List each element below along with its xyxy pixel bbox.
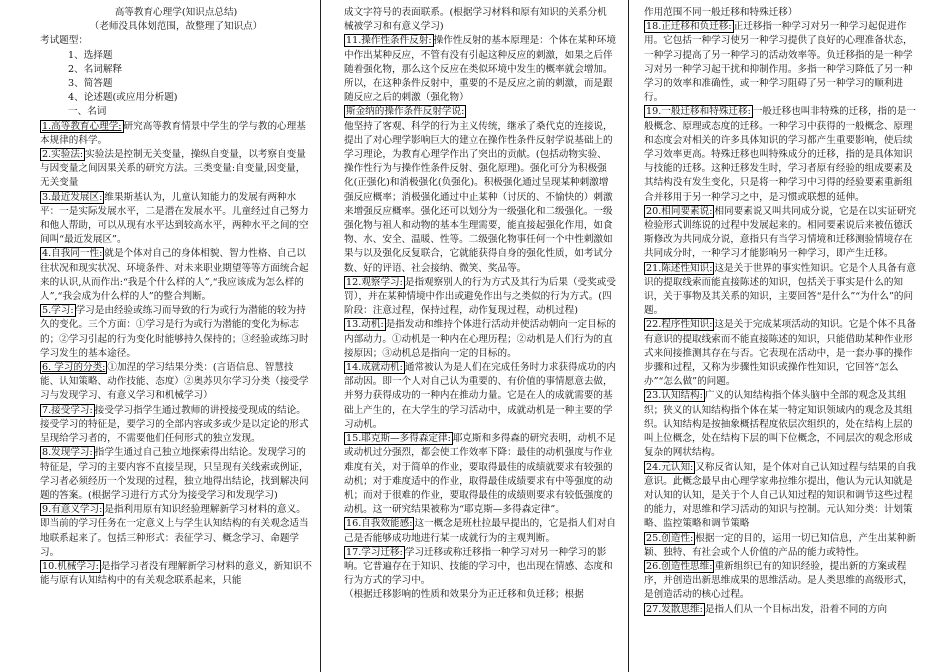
term-label: 9.有意义学习: — [42, 504, 103, 516]
term-label: 18.正迁移和负迁移: — [646, 21, 732, 33]
term-definition: 重新组织已有的知识经验，提出新的方案或程序，并创造出新思维成果的思维活动。是人类思维的高级形式，是创造活动的核心过程。 — [644, 560, 913, 601]
term-definition: 一般迁移也叫非特殊的迁移，指的是一般概念、原理或态度的迁移。一种学习中获得的一般概念、原理和态度会对相关的许多具体知识的学习都产生重要影响，使后续学习效率更高。特殊迁移也叫特殊成分的迁移，指的是具体知识与技能的迁移。这种迁移发生时，学习者原有经验的组成要素及其结构没有发生变化，只是将一种学习中习得的经验要素重新组合并移用于另一种学习之中，是习惯或联想的延伸。 — [644, 106, 916, 203]
term-definition: 广义的认知结构指个体头脑中全部的观念及其组织；狭义的认知结构指个体在某一特定知识领域内的观念及其组织。认知结构是按抽象概括程度依层次组织的，处在结构上层的叫上位概念，处在结构下层的叫下位概念，不同层次的观念形成复杂的网状结构。 — [644, 390, 913, 459]
term-label: 13.动机: — [346, 319, 384, 331]
term-label: 7.接受学习: — [42, 404, 93, 416]
term-entry — [40, 361, 312, 404]
term-definition: 操作性反射的基本原理是：个体在某种环境中作出某种反应，不管有没有引起这种反应的刺激，如果之后伴随着强化物，那么这个反应在类似环境中发生的概率就会增加。所以，在这种条件反射中，重要的不是反应之前的刺激，而是跟随反应之后的刺激（强化物） — [344, 35, 616, 104]
term-definition: 这是关于世界的事实性知识。它是个人具备有意识的提取线索而能直接陈述的知识，包括关于事实是什么的知识，关于事物及其关系的知识，主要回答“是什么”“为什么”的问题。 — [644, 262, 916, 317]
term-definition: 是指人们从一个目标出发，沿着不同的方向 — [704, 603, 888, 615]
term-definition: 正迁移指一种学习对另一种学习起促进作用。它包括一种学习使另一种学习提供了良好的心理准备状态，一种学习提高了另一种学习的活动效率等。负迁移指的是一种学习对另一种学习起干扰和抑制作用。多指一种学习降低了另一种学习的效率和准确性，或一种学习阻碍了另一种学习的顺利进行。 — [644, 21, 913, 104]
term-entry — [344, 34, 616, 105]
term-definition: 是指学习者没有理解新学习材料的意义，新知识不能与原有认知结构中的有关观念联系起来，只能 — [40, 560, 312, 587]
term-definition: 相同要素说又叫共同成分说，它是在以实证研究检验形式训练说的过程中发展起来的。相同要素说后来被伍德沃斯修改为共同成分说，意指只有当学习情境和迁移测验情境存在共同成分时，一种学习才能影响另一种学习，即产生迁移。 — [644, 205, 916, 260]
term-definition: 就是个体对自己的身体相貌、智力性格、自己以往状况和现实状况、环境条件、对未来职业期望等等方面统合起来的认识,从而作出:“我是个什么样的人”,“我应该成为怎么样的人”,“我会成为什么样的人”的整合判断。 — [40, 248, 309, 303]
term-definition: 是指观察别人的行为方式及其行为后果（受奖或受罚），并在某种情境中作出或避免作出与之类似的行为方式。(四阶段：注意过程，保持过程，动作复现过程，动机过程) — [344, 276, 616, 317]
term-definition: 接受学习指学生通过教师的讲授接受现成的结论。接受学习的特征是，要学习的全部内容或多或少是以定论的形式呈现给学习者的，不需要他们任何形式的独立发现。 — [40, 404, 309, 445]
term-definition: 指学生通过自己独立地探索得出结论。发现学习的特征是，学习的主要内容不直接呈现，只呈现有关线索或例证，学习者必须经历一个发现的过程，独立地得出结论，找到解决问题的答案。(根据学习进行方式分为接受学习和发现学习) — [40, 447, 309, 501]
term-entry — [40, 503, 312, 560]
term-label: 19.一般迁移和特殊迁移: — [646, 106, 751, 118]
term-label: 16.自我效能感: — [346, 518, 413, 530]
term-entry — [40, 446, 312, 503]
column-divider-2 — [628, 0, 629, 672]
term-label: 4.自我同一性: — [42, 248, 103, 260]
exam-type-item: 4、论述题(或应用分析题) — [68, 92, 178, 104]
term-entry — [40, 191, 312, 248]
term-label: 17.学习迁移: — [346, 546, 403, 558]
term-definition: 研究高等教育情景中学生的学与教的心理基本规律的科学。 — [40, 120, 306, 146]
exam-type-item: 2、名词解释 — [68, 63, 123, 75]
term-definition: 根据一定的目的，运用一切已知信息，产生出某种新颖、独特、有社会或个人价值的产品的能力或特性。 — [644, 532, 916, 558]
term-entry — [644, 560, 916, 603]
term-definition: 他坚持了客观、科学的行为主义传统，继承了桑代克的连接说，提出了对心理学影响巨大的建立在操作性条件反射学说基础上的学习理论，为教育心理学作出了突出的贡献。(包括动物实验、操作性行为与操作性条件反射、强化原理)。强化可分为积极强化(正强化)和消极强化(负强化)。积极强化通过呈现某种刺激增强反应概率；消极强化通过中止某种（讨厌的、不愉快的）刺激来增强反应概率。强化还可以划分为一级强化和二级强化。一级强化物与祖人和动物的基本生理需要，能直接起强化作用，如食物、水、安全、温暖、性等。二级强化物事任何一个中性刺激如果与以及强化反复联合，它就能获得自身的强化性质，如考试分数、好的评语、社会接纳、微笑、奖品等。 — [344, 120, 613, 274]
term-definition: 这是关于完成某项活动的知识。它是个体不具备有意识的提取线索而不能直接陈述的知识，只能借助某种作业形式来间接推测其存在与否。它表现在活动中，是一套办事的操作步骤和过程，又称为步骤性知识或操作性知识，它回答“怎么办”“怎么做”的问题。 — [644, 319, 916, 388]
exam-type-item: 1、选择题 — [68, 49, 113, 61]
column-divider-1 — [320, 0, 321, 672]
term-label: 15.耶克斯—多得森定律: — [346, 433, 451, 445]
term-entry — [344, 546, 616, 589]
term-definition: 通常被认为是人们在完成任务时力求获得成功的内部动因。即一个人对自己认为重要的、有价值的事情愿意去做，并努力获得成功的一种内在推动力量。它是在人的成就需要的基础上产生的，在大学生的学习活动中，成就动机是一种主要的学习动机。 — [344, 362, 616, 430]
term-label: 10.机械学习: — [42, 560, 99, 572]
exam-types-heading: 考试题型： — [40, 35, 88, 47]
term-label: 6. 学习的分类: — [42, 362, 106, 374]
term-definition: 这一概念是班杜拉最早提出的，它是指人们对自己是否能够成功地进行某一成就行为的主观判断。 — [344, 518, 616, 544]
section-heading: 一、名词 — [68, 106, 107, 118]
term-entry — [644, 461, 916, 532]
term-entry — [644, 20, 916, 105]
term-entry — [644, 262, 916, 319]
term-label: 1.高等教育心理学: — [42, 120, 122, 132]
term-label: 20.相同要素说: — [646, 205, 713, 217]
term-label: 3.最近发展区: — [42, 191, 103, 203]
term-label: 26.创造性思维: — [646, 560, 713, 572]
column-2 — [344, 0, 616, 672]
continued-text: （根据迁移影响的性质和效果分为正迁移和负迁移；根据 — [344, 589, 584, 601]
term-definition: 实验法是控制无关变量，操纵自变量，以考察自变量与因变量之间因果关系的研究方法。三类变量:自变量,因变量，无关变量 — [40, 149, 306, 189]
term-definition: 学习迁移或称迁移指一种学习对另一种学习的影响。它普遍存在于知识、技能的学习中，也出现在情感、态度和行为方式的学习中。 — [344, 546, 613, 587]
document-title: 高等教育心理学(知识点总结) — [114, 7, 238, 18]
term-entry — [344, 276, 616, 319]
term-label: 21.陈述性知识: — [646, 262, 713, 274]
term-entry — [344, 517, 616, 545]
term-entry — [40, 247, 312, 304]
term-definition: 又称反省认知，是个体对自己认知过程与结果的自我意识。此概念最早由心理学家弗拉维尔提出，他认为元认知就是对认知的认知，是关于个人自己认知过程的知识和调节这些过程的能力，对思维和学习活动的知识与控制。元认知分类：计划策略、监控策略和调节策略 — [644, 461, 916, 530]
term-entry — [344, 432, 616, 517]
term-entry — [644, 105, 916, 204]
term-label: 25.创造性: — [646, 532, 694, 544]
term-entry — [644, 532, 916, 560]
term-entry — [344, 105, 616, 275]
document-subtitle: （老师没具体划范围，故整理了知识点） — [89, 21, 263, 33]
term-label: 12.观察学习: — [346, 276, 403, 288]
exam-type-item: 3、简答题 — [68, 78, 113, 90]
term-entry — [644, 205, 916, 262]
term-label: 8.发现学习: — [42, 447, 93, 459]
term-entry — [40, 120, 312, 148]
term-entry — [644, 603, 916, 617]
term-definition: 学习是由经验或练习而导致的行为或行为潜能的较为持久的变化。三个方面：①学习是行为或行为潜能的变化为标志的；②学习引起的行为变化时能够持久保持的；③经验或练习时学习发生的基本途径。 — [40, 305, 309, 359]
term-definition: 维果斯基认为，儿童认知能力的发展有两种水平：一是实际发展水平，二是潜在发展水平。儿童经过自己努力和他人帮助，可以从现有水平达到较高水平，两种水平之间的空间叫“最近发展区”。 — [40, 191, 309, 246]
term-entry — [40, 404, 312, 447]
term-label: 14.成就动机: — [346, 362, 403, 374]
term-entry — [644, 318, 916, 389]
term-label: 5.学习: — [42, 305, 74, 317]
term-label: 24.元认知: — [646, 461, 694, 473]
term-entry — [40, 560, 312, 588]
column-3 — [644, 0, 916, 672]
term-definition: 是指利用原有知识经验理解新学习材料的意义。即当前的学习任务在一定意义上与学生认知结构的有关观念适当地联系起来了。包括三种形式：表征学习、概念学习、命题学习。 — [40, 504, 309, 558]
term-label: 11.操作性条件反射: — [346, 35, 432, 47]
term-definition: 是指发动和维持个体进行活动并使活动朝向一定目标的内部动力。①动机是一种内在心理历程；②动机是人们行为的直接原因；③动机总是指向一定的目标的。 — [344, 319, 616, 359]
term-entry — [40, 304, 312, 361]
continued-text: 成文字符号的表面联系。(根据学习材料和原有知识的关系分机械被学习和有意义学习) — [344, 7, 607, 33]
term-definition: 耶克斯和多得森的研究表明，动机不足或动机过分强烈，都会使工作效率下降：最佳的动机强度与作业难度有关，对于简单的作业，要取得最佳的成绩就要求有较强的动机；对于难度适中的作业，取得最佳成绩要求有中等强度的动机；而对于很难的作业，要取得最佳的成绩则要求有较低强度的动机。这一研究结果被称为“耶克斯—多得森定律”。 — [344, 433, 616, 516]
term-label: 2.实验法: — [42, 149, 84, 161]
term-entry — [344, 361, 616, 432]
term-definition: ①加涅的学习结果分类：(言语信息、智慧技能、认知策略、动作技能、态度）②奥苏贝尔学习分类（接受学习与发现学习、有意义学习和机械学习） — [40, 362, 309, 402]
term-entry — [344, 318, 616, 361]
term-label: 22.程序性知识: — [646, 319, 713, 331]
term-entry — [644, 389, 916, 460]
continued-text: 作用范围不同一般迁移和特殊迁移） — [644, 7, 798, 18]
term-label: 27.发散思维: — [646, 603, 703, 615]
term-entry — [40, 148, 312, 191]
column-1 — [40, 0, 312, 672]
term-label: 23.认知结构: — [646, 390, 703, 402]
term-label: 斯金纳的操作条件反射学说: — [346, 106, 465, 118]
